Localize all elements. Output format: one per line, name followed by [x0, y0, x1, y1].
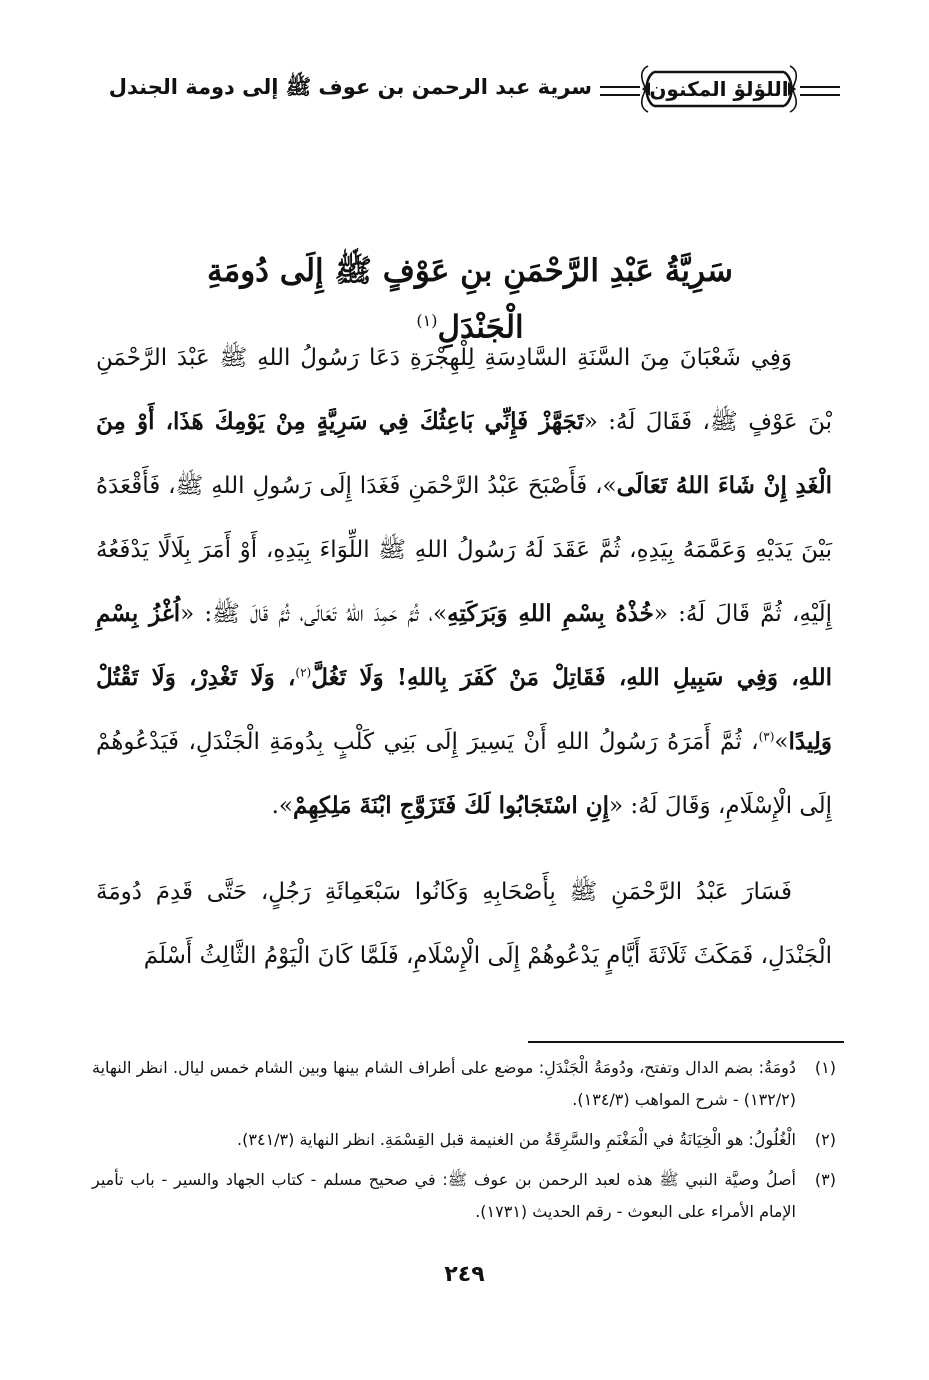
body-text	[96, 326, 832, 988]
hadith-quote: ، وَلَا تَغْدِرْ، وَلَا تَقْتُلْ وَلِيدًا	[96, 664, 832, 755]
header-rule-right	[800, 86, 840, 96]
text-run: »، ثُمَّ حَمِدَ اللهُ تَعَالَى، ثُمَّ قَالَ ﷺ: «	[180, 601, 448, 627]
chapter-title: سرية عبد الرحمن بن عوف ﷺ إلى دومة الجندل	[108, 75, 592, 99]
hadith-quote: إِنِ اسْتَجَابُوا لَكَ فَتَزَوَّجِ ابْنَةَ مَلِكِهِمْ	[293, 792, 610, 819]
text-run: »، فَأَصْبَحَ عَبْدُ الرَّحْمَنِ فَغَدَا إِلَى رَسُولِ اللهِ ﷺ، فَأَقْعَدَهُ بَيْنَ يَدَيْهِ وَعَمَّمَهُ بِيَدِهِ، ثُمَّ عَقَدَ لَهُ رَسُولُ اللهِ ﷺ اللِّوَاءَ بِيَدِهِ، أَوْ أَمَرَ بِلَالًا يَدْفَعُهُ إِلَيْهِ، ثُمَّ قَالَ لَهُ: «	[96, 473, 833, 627]
footnote-1	[92, 1052, 836, 1116]
paragraph-2: فَسَارَ عَبْدُ الرَّحْمَنِ ﷺ بِأَصْحَابِهِ وَكَانُوا سَبْعَمِائَةِ رَجُلٍ، حَتَّى قَدِمَ دُومَةَ الْجَنْدَلِ، فَمَكَثَ ثَلَاثَةَ أَيَّامٍ يَدْعُوهُمْ إِلَى الْإِسْلَامِ، فَلَمَّا كَانَ الْيَوْمُ الثَّالِثُ أَسْلَمَ	[96, 879, 832, 969]
footnotes	[92, 1052, 836, 1236]
footnote-number: (١)	[814, 1058, 836, 1077]
footnote-number: (٣)	[814, 1170, 836, 1189]
section-title-text: سَرِيَّةُ عَبْدِ الرَّحْمَنِ بنِ عَوْفٍ ﷺ إِلَى دُومَةِ الْجَنْدَلِ	[206, 253, 734, 346]
text-run: ، ثُمَّ أَمَرَهُ رَسُولُ اللهِ أَنْ يَسِيرَ إِلَى بَنِي كَلْبٍ بِدُومَةِ الْجَنْدَلِ، فَيَدْعُوهُمْ إِلَى الْإِسْلَامِ، وَقَالَ لَهُ: «	[96, 729, 832, 819]
paragraph-1	[96, 326, 832, 838]
footnote-text: أصلُ وصيَّة النبي ﷺ هذه لعبد الرحمن بن عوف ﷺ: في صحيح مسلم - كتاب الجهاد والسير - باب تأمير الإمام الأمراء على البعوث - رقم الحديث (١٧٣١).	[92, 1170, 796, 1221]
hadith-quote: اُغْزُ بِسْمِ اللهِ، وَفِي سَبِيلِ اللهِ، فَقَاتِلْ مَنْ كَفَرَ بِاللهِ! وَلَا تَغُلَّ	[96, 600, 832, 691]
page-number: ٢٤٩	[444, 1262, 485, 1287]
header-rule-mid	[600, 86, 640, 96]
text-run: ».	[271, 793, 293, 819]
running-header	[88, 58, 840, 120]
text-run: وَفِي شَعْبَانَ مِنَ السَّنَةِ السَّادِسَةِ لِلْهِجْرَةِ دَعَا رَسُولُ اللهِ ﷺ عَبْدَ الرَّحْمَنِ بْنَ عَوْفٍ ﷺ، فَقَالَ لَهُ: «	[96, 345, 832, 435]
book-title-cartouche	[640, 64, 798, 114]
footnote-2	[92, 1124, 836, 1156]
footnote-3	[92, 1164, 836, 1228]
footnote-number: (٢)	[814, 1130, 836, 1149]
footnote-text: الْغُلُولُ: هو الْخِيَانَةُ في الْمَغْنَمِ والسَّرِقَةُ من الغنيمة قبل القِسْمَةِ. انظر النهاية (٣٤١/٣).	[237, 1130, 796, 1149]
hadith-quote: خُذْهُ بِسْمِ اللهِ وَبَرَكَتِهِ	[447, 600, 654, 627]
footnote-text: دُومَةُ: بضم الدال وتفتح، ودُومَةُ الْجَنْدَلِ: موضع على أطراف الشام بينها وبين الشام خمس ليال. انظر النهاية (١٣٢/٢) - شرح المواهب (١٣٤/٣).	[92, 1058, 796, 1109]
footnote-separator	[528, 1041, 844, 1043]
footnote-ref-2: (٢)	[295, 665, 312, 680]
footnote-ref-3: (٣)	[758, 729, 775, 744]
hadith-quote: تَجَهَّزْ فَإِنِّي بَاعِثُكَ فِي سَرِيَّةٍ مِنْ يَوْمِكَ هَذَا، أَوْ مِنَ الْغَدِ إِنْ شَاءَ اللهُ تَعَالَى	[96, 408, 832, 499]
book-title: اللؤلؤ المكنون	[649, 77, 789, 101]
footnote-ref-1: (١)	[416, 311, 438, 330]
text-run: »	[774, 729, 789, 755]
